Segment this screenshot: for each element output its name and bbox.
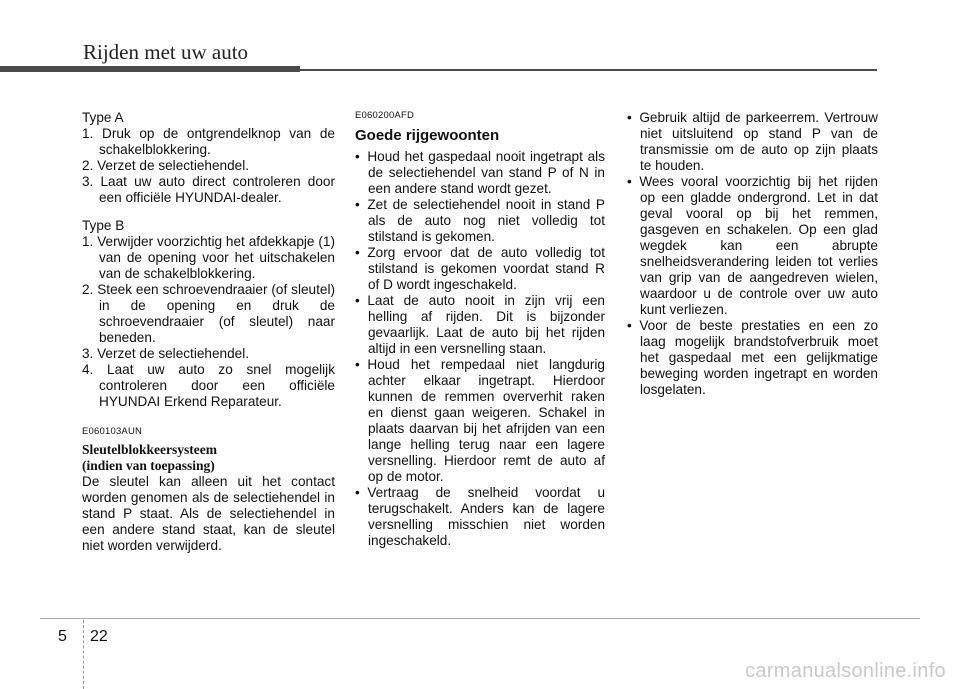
- bullet-item: • Gebruik altijd de parkeerrem. Vertrouw niet uitsluitend op stand P van de transmissie om de auto op zijn plaats te houden.: [627, 110, 878, 173]
- header-bar: [0, 66, 300, 72]
- section-code: E060200AFD: [355, 110, 415, 121]
- column-left: [82, 110, 335, 554]
- bullet-icon: •: [627, 110, 640, 125]
- section-heading: Goede rijgewoonten: [355, 127, 500, 144]
- bullet-icon: •: [355, 149, 368, 164]
- column-right: [627, 110, 878, 398]
- type-b-step: 3. Verzet de selectiehendel.: [82, 346, 250, 361]
- type-b-step: 1. Verwijder voorzichtig het afdekkapje (1) van de opening voor het uitschakelen van de schakelblokkering.: [82, 234, 335, 281]
- section-heading: Sleutelblokkeersysteem: [82, 442, 217, 457]
- bullet-item: • Wees vooral voorzichtig bij het rijden op een gladde ondergrond. Let in dat geval vooral op bij het remmen, gasgeven en schakelen. Op een glad wegdek kan een abrupte snelheidsverandering leiden tot verlies van grip van de aangedreven wielen, waardoor u de controle over uw auto kunt verliezen.: [627, 174, 878, 317]
- watermark: carmanualsonline.info: [745, 660, 946, 682]
- bullet-item: • Houd het rempedaal niet langdurig achter elkaar ingetrapt. Hierdoor kunnen de remmen oververhit raken en dienst gaan weigeren. Schakel in plaats daarvan bij het afrijden van een lange helling terug naar een lagere versnelling. Hierdoor remt de auto af op de motor.: [355, 357, 605, 484]
- bullet-icon: •: [627, 174, 640, 189]
- page-header-title: Rijden met uw auto: [83, 40, 249, 64]
- type-a-step: 2. Verzet de selectiehendel.: [82, 158, 250, 173]
- bullet-icon: •: [355, 485, 368, 500]
- type-b-step: 4. Laat uw auto zo snel mogelijk controleren door een officiële HYUNDAI Erkend Reparateur.: [82, 362, 335, 409]
- bullet-item: • Voor de beste prestaties en een zo laag mogelijk brandstofverbruik moet het gaspedaal met een gelijkmatige beweging worden ingetrapt en worden losgelaten.: [627, 318, 878, 397]
- type-a-label: Type A: [82, 110, 124, 125]
- type-a-step: 1. Druk op de ontgrendelknop van de schakelblokkering.: [82, 126, 335, 157]
- bullet-icon: •: [355, 293, 368, 308]
- bullet-icon: •: [355, 245, 368, 260]
- type-b-label: Type B: [82, 218, 125, 233]
- type-b-step: 2. Steek een schroevendraaier (of sleutel) in de opening en druk de schroevendraaier (of sleutel) naar beneden.: [82, 282, 335, 345]
- header-rule: [300, 69, 877, 71]
- section-body: De sleutel kan alleen uit het contact worden genomen als de selectiehendel in stand P staat. Als de selectiehendel in een andere stand staat, kan de sleutel niet worden verwijderd.: [82, 474, 335, 553]
- bullet-item: • Vertraag de snelheid voordat u terugschakelt. Anders kan de lagere versnelling misschien niet worden ingeschakeld.: [355, 485, 605, 548]
- bullet-item: • Laat de auto nooit in zijn vrij een helling af rijden. Dit is bijzonder gevaarlijk. Laat de auto bij het rijden altijd in een versnelling staan.: [355, 293, 605, 356]
- footer-rule: [40, 618, 920, 619]
- chapter-number: 5: [58, 628, 67, 645]
- bullet-icon: •: [355, 357, 368, 372]
- bullet-icon: •: [355, 197, 368, 212]
- bullet-icon: •: [627, 318, 640, 333]
- type-a-step: 3. Laat uw auto direct controleren door een officiële HYUNDAI-dealer.: [82, 174, 335, 205]
- bullet-item: • Zorg ervoor dat de auto volledig tot stilstand is gekomen voordat stand R of D wordt ingeschakeld.: [355, 245, 605, 292]
- page-number: 22: [90, 628, 108, 645]
- footer-divider: [83, 620, 84, 689]
- bullet-item: • Houd het gaspedaal nooit ingetrapt als de selectiehendel van stand P of N in een andere stand wordt gezet.: [355, 149, 605, 196]
- section-subheading: (indien van toepassing): [82, 458, 215, 473]
- section-code: E060103AUN: [82, 426, 143, 437]
- bullet-item: • Zet de selectiehendel nooit in stand P als de auto nog niet volledig tot stilstand is gekomen.: [355, 197, 605, 244]
- column-middle: [355, 110, 605, 549]
